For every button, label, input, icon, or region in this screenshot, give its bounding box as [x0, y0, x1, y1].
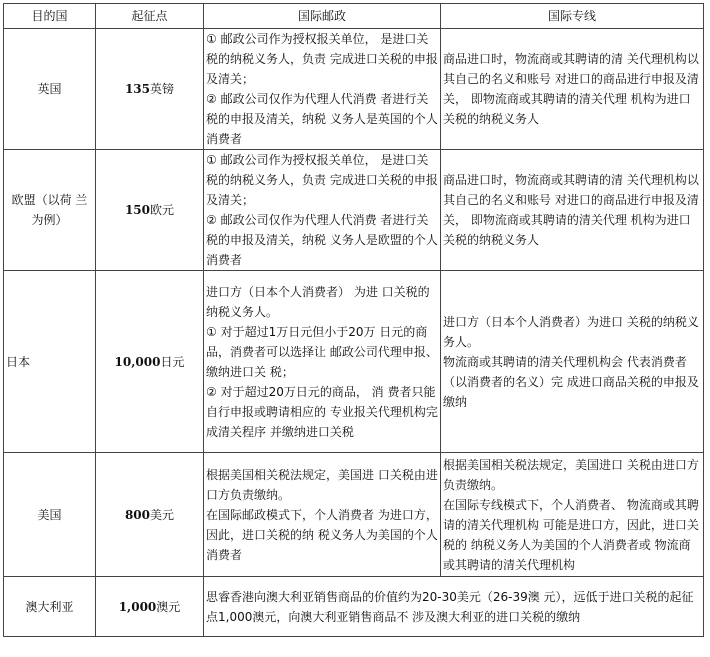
- country-cell: 欧盟（以荷 兰为例）: [4, 150, 96, 271]
- country-cell: 美国: [4, 453, 96, 577]
- table-row-australia: [4, 577, 704, 637]
- header-threshold: 起征点: [96, 4, 204, 29]
- express-cell: [441, 453, 704, 577]
- postal-paragraph: 根据美国相关税法规定，美国进 口关税由进口方负责缴纳。: [206, 467, 438, 502]
- postal-cell: [204, 453, 441, 577]
- threshold-unit: 英镑: [150, 82, 175, 96]
- country-cell: 澳大利亚: [4, 577, 96, 637]
- country-cell: 日本: [4, 271, 96, 453]
- express-paragraph: 商品进口时，物流商或其聘请的清 关代理机构以其自己的名义和账号 对进口的商品进行申报及清 关， 即物流商或其聘请的清关代理 机构为进口关税的纳税义务人: [443, 173, 699, 247]
- postal-paragraph: ① 邮政公司作为授权报关单位， 是进口关税的纳税义务人，负责 完成进口关税的申报及清关；: [206, 32, 438, 86]
- express-paragraph: 根据美国相关税法规定，美国进口 关税由进口方负责缴纳。: [443, 457, 699, 492]
- threshold-unit: 欧元: [150, 203, 175, 217]
- threshold-unit: 日元: [160, 354, 185, 369]
- express-paragraph: 进口方（日本个人消费者）为进口 关税的纳税义务人。: [443, 314, 699, 349]
- postal-cell: [204, 271, 441, 453]
- express-paragraph: 物流商或其聘请的清关代理机构会 代表消费者（以消费者的名义）完 成进口商品关税的申报及缴纳: [443, 354, 699, 409]
- postal-paragraph: ① 邮政公司作为授权报关单位， 是进口关税的纳税义务人，负责 完成进口关税的申报及清关；: [206, 153, 438, 207]
- express-cell: [441, 29, 704, 150]
- postal-paragraph: ② 对于超过20万日元的商品， 消 费者只能自行申报或聘请相应的 专业报关代理机构完成清关程序 并缴纳进口关税: [206, 384, 438, 439]
- header-express: 国际专线: [441, 4, 704, 29]
- header-country: 目的国: [4, 4, 96, 29]
- threshold-unit: 澳元: [156, 599, 181, 614]
- postal-paragraph: ① 对于超过1万日元但小于20万 日元的商品，消费者可以选择让 邮政公司代理申报、缴纳进口关 税；: [206, 324, 438, 379]
- table-row-uk: [4, 29, 704, 150]
- australia-note: 思睿香港向澳大利亚销售商品的价值约为20-30美元（26-39澳 元），远低于进口关税的起征点1,000澳元，向澳大利亚销售商品不 涉及澳大利亚的进口关税的缴纳: [206, 589, 694, 624]
- header-row: [4, 4, 704, 29]
- threshold-cell: [96, 453, 204, 577]
- postal-paragraph: ② 邮政公司仅作为代理人代消费 者进行关税的申报及清关，纳税 义务人是英国的个人消费者: [206, 92, 438, 146]
- threshold-value: 10,000: [114, 354, 161, 369]
- table-row-japan: [4, 271, 704, 453]
- postal-cell: [204, 29, 441, 150]
- express-paragraph: 商品进口时，物流商或其聘请的清 关代理机构以其自己的名义和账号 对进口的商品进行申报及清 关， 即物流商或其聘请的清关代理 机构为进口关税的纳税义务人: [443, 52, 699, 126]
- express-cell: [441, 150, 704, 271]
- country-cell: 英国: [4, 29, 96, 150]
- threshold-value: 150: [124, 203, 151, 217]
- express-paragraph: 在国际专线模式下，个人消费者、 物流商或其聘请的清关代理机构 可能是进口方，因此，进口关税的 纳税义务人为美国的个人消费者或 物流商或其聘请的清关代理机构: [443, 497, 699, 572]
- postal-cell: [204, 150, 441, 271]
- threshold-cell: [96, 271, 204, 453]
- table-row-usa: [4, 453, 704, 577]
- threshold-cell: [96, 29, 204, 150]
- express-cell: [441, 271, 704, 453]
- threshold-cell: [96, 577, 204, 637]
- threshold-value: 135: [124, 82, 151, 96]
- threshold-value: 1,000: [118, 599, 157, 614]
- postal-paragraph: ② 邮政公司仅作为代理人代消费 者进行关税的申报及清关，纳税 义务人是欧盟的个人消费者: [206, 213, 438, 267]
- header-postal: 国际邮政: [204, 4, 441, 29]
- postal-paragraph: 进口方（日本个人消费者） 为进 口关税的纳税义务人。: [206, 284, 430, 319]
- threshold-value: 800: [124, 507, 151, 522]
- threshold-cell: [96, 150, 204, 271]
- table-row-eu: [4, 150, 704, 271]
- postal-paragraph: 在国际邮政模式下，个人消费者 为进口方，因此，进口关税的纳 税义务人为美国的个人消费者: [206, 507, 438, 562]
- tax-comparison-table: [3, 3, 704, 637]
- merged-note-cell: [204, 577, 704, 637]
- threshold-unit: 美元: [150, 507, 175, 522]
